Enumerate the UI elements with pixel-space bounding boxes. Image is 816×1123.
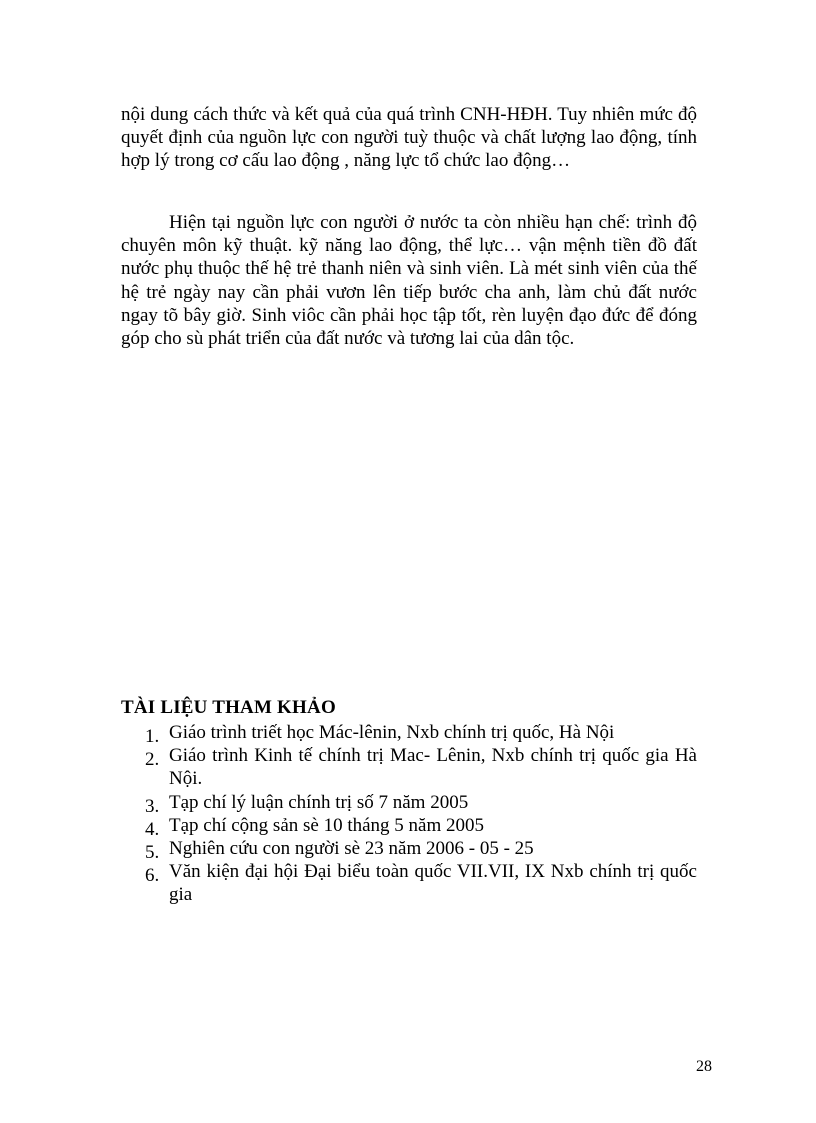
reference-item bbox=[121, 814, 697, 840]
reference-number: 4. bbox=[145, 818, 160, 840]
reference-number: 1. bbox=[145, 726, 160, 747]
body-paragraph: Hiện tại nguồn lực con người ở nước ta còn nhiều hạn chế: trình độ chuyên môn kỹ thuật. kỹ năng lao động, thể lực… vận mệnh tiền đồ đất nước phụ thuộc thế hệ trẻ thanh niên và sinh viên. Là mét sinh viên của thế hệ trẻ ngày nay cần phải vươn lên tiếp bước cha anh, làm chủ đất nước ngay tõ bây giờ. Sinh viôc cần phải học tập tốt, rèn luyện đạo đức để đóng góp cho sù phát triển của đất nước và tương lai của dân tộc. bbox=[121, 212, 697, 350]
reference-number: 6. bbox=[145, 865, 160, 887]
reference-text: Giáo trình triết học Mác-lênin, Nxb chính trị quốc, Hà Nội bbox=[169, 722, 615, 743]
reference-number: 3. bbox=[145, 795, 160, 817]
reference-text: Nghiên cứu con người sè 23 năm 2006 - 05 - 25 bbox=[169, 838, 534, 860]
reference-item bbox=[121, 860, 697, 906]
reference-item bbox=[121, 721, 697, 747]
reference-number: 2. bbox=[145, 749, 160, 771]
reference-text: Giáo trình Kinh tế chính trị Mac- Lênin, Nxb chính trị quốc gia Hà Nội. bbox=[169, 745, 697, 790]
page-number: 28 bbox=[696, 1058, 712, 1075]
body-paragraph: nội dung cách thức và kết quả của quá trình CNH-HĐH. Tuy nhiên mức độ quyết định của nguồn lực con người tuỳ thuộc và chất lượng lao động, tính hợp lý trong cơ cấu lao động , năng lực tổ chức lao động… bbox=[121, 104, 697, 172]
reference-item bbox=[121, 744, 697, 790]
reference-text: Tạp chí cộng sản sè 10 tháng 5 năm 2005 bbox=[169, 814, 485, 836]
reference-text: Văn kiện đại hội Đại biểu toàn quốc VII.VII, IX Nxb chính trị quốc gia bbox=[169, 861, 697, 906]
reference-text: Tạp chí lý luận chính trị số 7 năm 2005 bbox=[169, 791, 469, 813]
references-list bbox=[121, 721, 697, 907]
reference-item bbox=[121, 791, 697, 817]
reference-item bbox=[121, 837, 697, 864]
reference-number: 5. bbox=[145, 842, 160, 864]
references-heading: TÀI LIỆU THAM KHẢO bbox=[121, 697, 336, 718]
